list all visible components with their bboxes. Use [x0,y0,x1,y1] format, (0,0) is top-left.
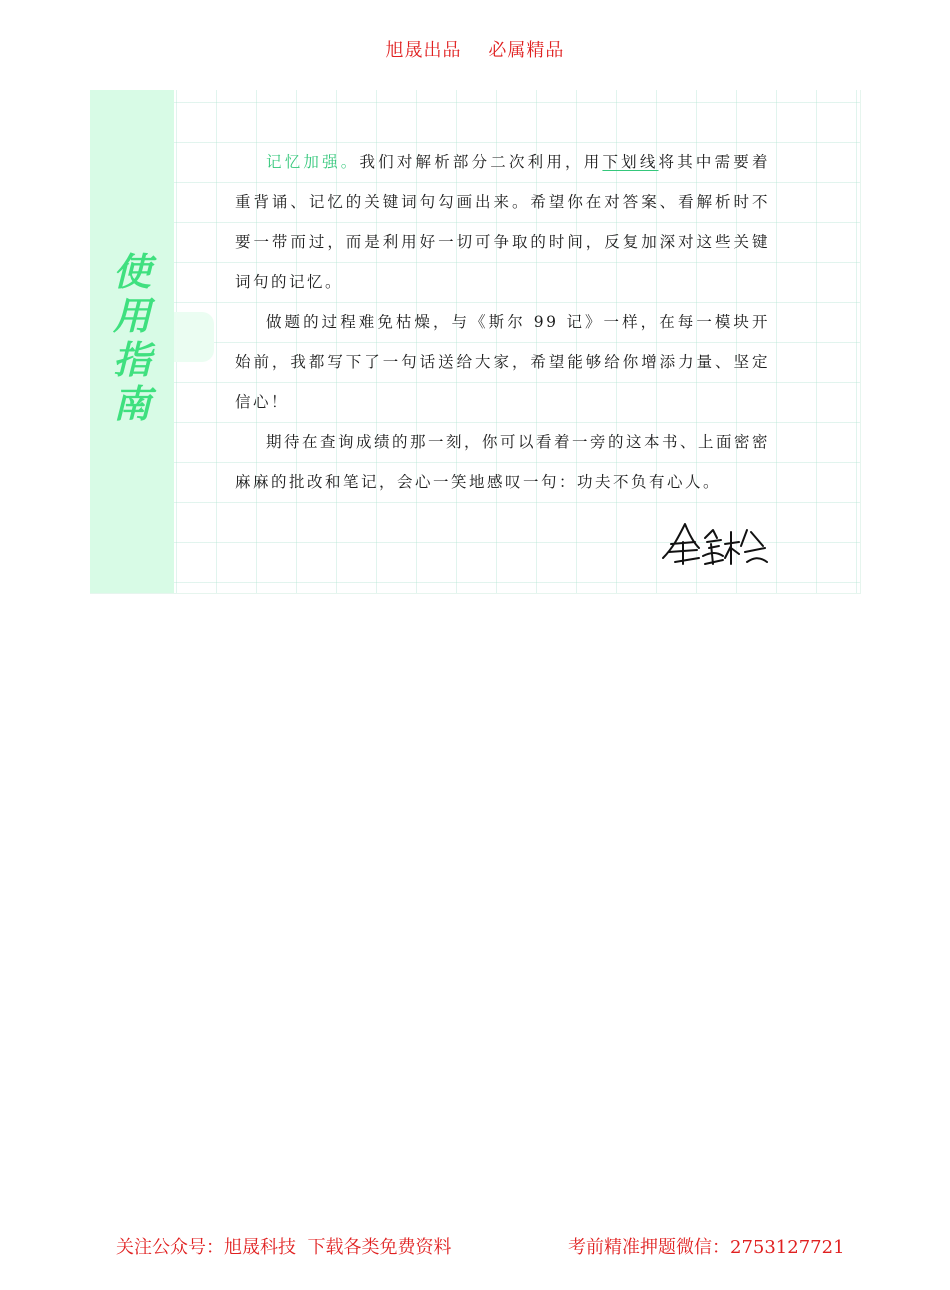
side-heading-char: 用 [112,294,151,338]
underlined-phrase: 下划线 [602,153,659,171]
side-heading-char: 南 [112,382,151,426]
side-heading-char: 指 [112,338,151,382]
handwritten-signature [655,518,775,568]
footer-right-text: 考前精准押题微信：2753127721 [568,1237,845,1258]
usage-guide-panel [90,90,861,594]
side-heading-char: 使 [112,250,151,294]
page-header-title: 旭晟出品 必属精品 [385,40,565,61]
side-heading [108,250,156,426]
footer-left-text: 关注公众号：旭晟科技 下载各类免费资料 [116,1237,452,1258]
paragraph-closing: 期待在查询成绩的那一刻，你可以看着一旁的这本书、上面密密麻麻的批改和笔记，会心一笑地感叹一句：功夫不负有心人。 [235,433,771,491]
paragraph-text: 将其中需要着重背诵、记忆的关键词句勾画出来。希望你在对答案、看解析时不要一带而过，而是利用好一切可争取的时间，反复加深对这些关键词句的记忆。 [235,153,770,291]
paragraph-memory [235,142,770,302]
paragraph-encouragement: 做题的过程难免枯燥，与《斯尔 99 记》一样，在每一模块开始前，我都写下了一句话送给大家，希望能够给你增添力量、坚定信心！ [235,313,770,411]
highlight-phrase: 记忆加强。 [266,153,360,171]
puzzle-tab-decoration [174,312,214,362]
guide-body [235,142,770,502]
side-bar [90,90,174,593]
paragraph-text: 我们对解析部分二次利用，用 [359,153,603,171]
